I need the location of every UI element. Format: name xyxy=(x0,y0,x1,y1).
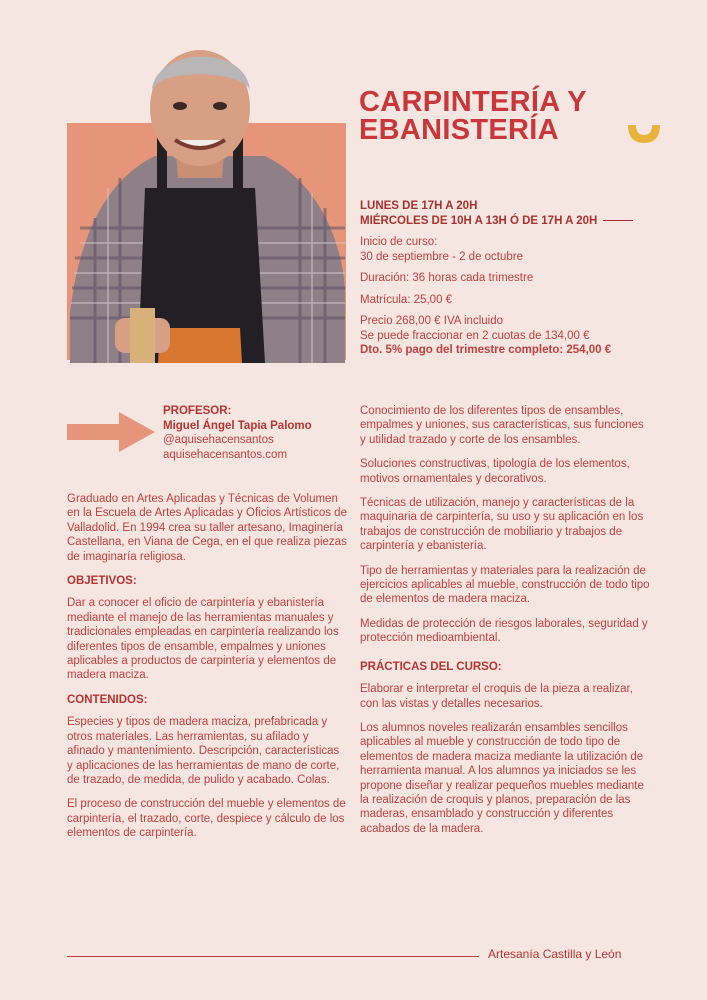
schedule-line-wednesday-text: MIÉRCOLES DE 10H A 13H Ó DE 17H A 20H xyxy=(360,214,598,227)
schedule-rule xyxy=(603,220,633,221)
start-date-label: Inicio de curso: xyxy=(360,236,438,248)
contents-item: Conocimiento de los diferentes tipos de ensambles, empalmes y uniones, sus características, sus funciones y utilidad trazado y corte de los ensambles. xyxy=(360,405,644,446)
professor-bio: Graduado en Artes Aplicadas y Técnicas de Volumen en la Escuela de Artes Aplicadas y Oficios Artísticos de Valladolid. En 1994 crea su taller artesano, Imaginería Castellana, en Viana de Cega, en el que realiza piezas de imaginaría religiosa. xyxy=(67,493,347,563)
contents-item: Medidas de protección de riesgos laborales, seguridad y protección medioambiental. xyxy=(360,617,648,645)
right-column xyxy=(360,404,650,846)
objectives-heading: OBJETIVOS: xyxy=(67,575,137,588)
schedule-line-monday: LUNES DE 17H A 20H xyxy=(360,200,478,212)
duration: Duración: 36 horas cada trimestre xyxy=(360,272,534,284)
contents-item: Soluciones constructivas, tipología de los elementos, motivos ornamentales y decorativos. xyxy=(360,458,630,485)
contents-item: Tipo de herramientas y materiales para la realización de ejercicios aplicables al mueble, construcción de todo tipo de elementos de madera maciza. xyxy=(360,564,650,606)
start-date xyxy=(360,235,660,264)
professor-label: PROFESOR: xyxy=(163,405,232,417)
price: Precio 268,00 € IVA incluido xyxy=(360,315,503,327)
footer-rule xyxy=(67,956,479,957)
installments: Se puede fraccionar en 2 cuotas de 134,00 € xyxy=(360,329,590,342)
professor-name: Miguel Ángel Tapia Palomo xyxy=(163,419,312,432)
contents-item: El proceso de construcción del mueble y elementos de carpintería, el trazado, corte, despiece y cálculo de los elementos de carpintería. xyxy=(67,798,346,840)
instructor-photo xyxy=(60,28,350,363)
enrollment-fee: Matrícula: 25,00 € xyxy=(360,293,453,306)
start-date-value: 30 de septiembre - 2 de octubre xyxy=(360,250,524,263)
schedule-block xyxy=(360,199,660,358)
contents-item: Especies y tipos de madera maciza, prefabricada y otros materiales. Las herramientas, su afilado y afinado y mantenimiento. Descripción, características y aplicaciones de las herramientas de mano de corte, de trazado, de medida, de pulido y acabado. Colas. xyxy=(67,716,340,786)
price-block xyxy=(360,314,660,358)
contents-item: Técnicas de utilización, manejo y características de la maquinaria de carpintería, su uso y su aplicación en los trabajos de construcción de mobiliario y trabajos de carpintería y ebanistería. xyxy=(360,497,644,553)
footer-text: Artesanía Castilla y León xyxy=(488,947,622,961)
professor-block xyxy=(163,404,353,462)
professor-handle: @aquisehacensantos xyxy=(163,434,274,446)
title-accent-arc xyxy=(626,123,662,145)
arrow-icon xyxy=(67,412,155,452)
schedule-line-wednesday xyxy=(360,214,660,229)
contents-heading: CONTENIDOS: xyxy=(67,693,148,706)
practices-heading: PRÁCTICAS DEL CURSO: xyxy=(360,660,502,673)
left-column xyxy=(67,492,347,851)
professor-website: aquisehacensantos.com xyxy=(163,448,288,461)
practices-item: Elaborar e interpretar el croquis de la pieza a realizar, con las vistas y detalles necesarios. xyxy=(360,683,633,710)
practices-item: Los alumnos noveles realizarán ensambles sencillos aplicables al mueble y construcción de todo tipo de elementos de madera maciza mediante la utilización de herramienta manual. A los alumnos ya iniciados se les propone diseñar y realizar pequeños muebles mediante la realización de croquis y planos, preparación de las maderas, ensamblado y construcción y diferentes acabados de la madera. xyxy=(360,721,644,835)
page-title: CARPINTERÍA Y EBANISTERÍA xyxy=(359,86,587,146)
discount: Dto. 5% pago del trimestre completo: 254,00 € xyxy=(360,344,612,356)
objectives-text: Dar a conocer el oficio de carpintería y ebanistería mediante el manejo de las herramientas manuales y tradicionales empleadas en carpintería realizando los diferentes tipos de ensamble, empalmes y uniones aplicables a productos de carpintería y elementos de madera maciza. xyxy=(67,597,339,682)
